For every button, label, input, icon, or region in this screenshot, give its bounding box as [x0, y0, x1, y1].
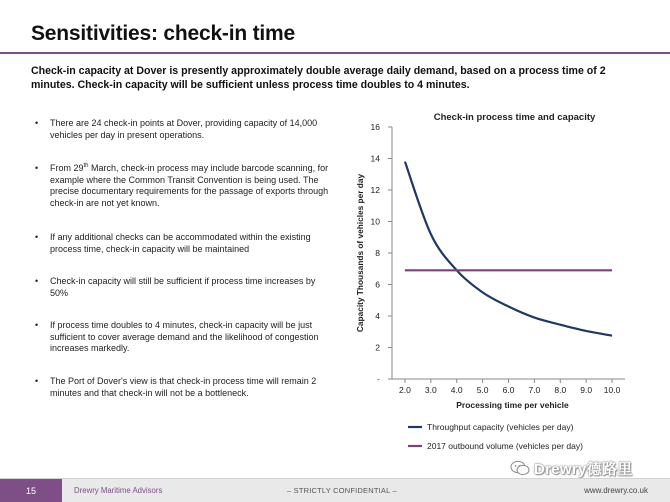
- bullet-item: [33, 276, 333, 299]
- x-tick-label: 4.0: [450, 385, 463, 395]
- x-axis-label: Processing time per vehicle: [456, 400, 569, 410]
- bullet-text: There are 24 check-in points at Dover, providing capacity of 14,000 vehicles per day in present operations.: [50, 118, 318, 140]
- title-divider: [0, 52, 670, 54]
- x-tick-label: 5.0: [476, 385, 489, 395]
- footer-confidential: – STRICTLY CONFIDENTIAL –: [287, 486, 397, 495]
- watermark: [510, 457, 633, 479]
- bullet-superscript: th: [83, 163, 89, 169]
- x-tick-label: 2.0: [399, 385, 411, 395]
- y-tick-label: 8: [375, 248, 380, 258]
- bullet-item: [33, 118, 333, 141]
- bullet-item: [33, 232, 333, 255]
- wechat-icon: [510, 460, 530, 476]
- chart-title: Check-in process time and capacity: [433, 112, 596, 123]
- bullet-text: Check-in capacity will still be sufficient if process time increases by 50%: [50, 276, 316, 298]
- footer-company: Drewry Maritime Advisors: [74, 486, 163, 495]
- bullet-text: March, check-in process may include barcode scanning, for example where the Common Transit Convention is being used. The precise documentary requirements for the passage of exports through check-in are not yet known.: [50, 163, 329, 208]
- y-tick-label: 10: [370, 216, 380, 227]
- watermark-text: Drewry德路里: [534, 460, 633, 478]
- y-tick-label: 16: [370, 122, 380, 132]
- footer-bar: [0, 478, 670, 502]
- bullet-item: [33, 163, 333, 209]
- bullet-item: [33, 320, 333, 355]
- x-tick-label: 3.0: [424, 385, 437, 395]
- bullet-text: From 29: [50, 163, 84, 173]
- y-tick-label: 14: [370, 153, 380, 164]
- y-tick-label: 2: [375, 342, 380, 353]
- chart-svg: [350, 105, 670, 465]
- y-tick-label: -: [377, 374, 380, 384]
- x-tick-label: 7.0: [528, 385, 541, 395]
- capacity-chart: [350, 105, 670, 465]
- y-tick-label: 12: [370, 185, 380, 195]
- footer-website: www.drewry.co.uk: [584, 486, 648, 495]
- bullet-item: [33, 376, 333, 399]
- x-tick-label: 10.0: [603, 385, 621, 395]
- y-tick-label: 4: [375, 311, 380, 321]
- slide-title: Sensitivities: check-in time: [31, 22, 295, 45]
- x-tick-label: 8.0: [554, 385, 567, 395]
- legend-label: 2017 outbound volume (vehicles per day): [427, 441, 583, 451]
- bullet-text: The Port of Dover's view is that check-in process time will remain 2 minutes and that check-in will not be a bottleneck.: [50, 376, 317, 398]
- lead-paragraph: Check-in capacity at Dover is presently approximately double average daily demand, based on a process time of 2 minutes. Check-in capacity will be sufficient unless process time doubles to 4 minutes.: [31, 65, 606, 91]
- y-axis-label: Capacity Thousands of vehicles per day: [355, 173, 365, 333]
- x-tick-label: 9.0: [580, 385, 593, 395]
- page-number: 15: [0, 479, 62, 502]
- x-tick-label: 6.0: [502, 385, 515, 395]
- bullet-text: If process time doubles to 4 minutes, check-in capacity will be just sufficient to cover average demand and the likelihood of congestion increases markedly.: [50, 320, 319, 353]
- series-line-throughput: [405, 162, 612, 336]
- bullet-text: If any additional checks can be accommodated within the existing process time, check-in capacity will be maintained: [50, 232, 311, 254]
- y-tick-label: 6: [375, 279, 380, 290]
- legend-label: Throughput capacity (vehicles per day): [427, 422, 574, 432]
